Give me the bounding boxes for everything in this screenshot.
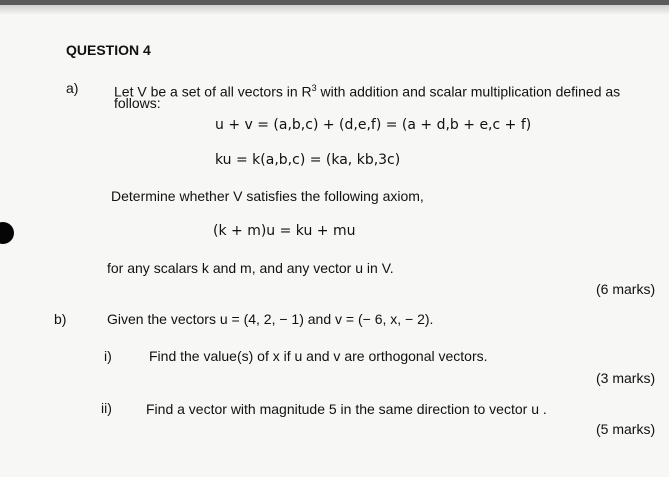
sub-i-marks: (3 marks) — [596, 370, 656, 386]
sub-ii-marks: (5 marks) — [596, 421, 656, 437]
part-a-condition: for any scalars k and m, and any vector u in V. — [107, 260, 394, 276]
punch-hole — [0, 222, 14, 244]
part-a-intro-line1: Let V be a set of all vectors in $R^3$ with addition and scalar multiplication defined as — [114, 83, 621, 100]
part-a-label: a) — [66, 80, 79, 96]
part-b-given: Given the vectors u = (4, 2, − 1) and v = (− 6, x, − 2). — [107, 311, 434, 327]
axiom: (k + m)u = ku + mu — [213, 223, 356, 239]
addition-rule: u + v = (a,b,c) + (d,e,f) = (a + d,b + e,c + f) — [215, 117, 532, 133]
question-title: QUESTION 4 — [66, 42, 151, 58]
sub-ii-text: Find a vector with magnitude 5 in the same direction to vector u . — [146, 401, 547, 417]
part-a-intro-line2: follows: — [114, 95, 161, 111]
part-b-label: b) — [54, 311, 67, 327]
sub-i-label: i) — [104, 348, 112, 364]
sub-ii-label: ii) — [101, 400, 112, 416]
sub-i-text: Find the value(s) of x if u and v are orthogonal vectors. — [149, 348, 488, 364]
part-a-marks: (6 marks) — [596, 281, 656, 297]
part-a-instruction: Determine whether V satisfies the following axiom, — [111, 188, 424, 204]
scalar-rule: ku = k(a,b,c) = (ka, kb,3c) — [215, 152, 401, 168]
top-shadow — [0, 5, 669, 15]
